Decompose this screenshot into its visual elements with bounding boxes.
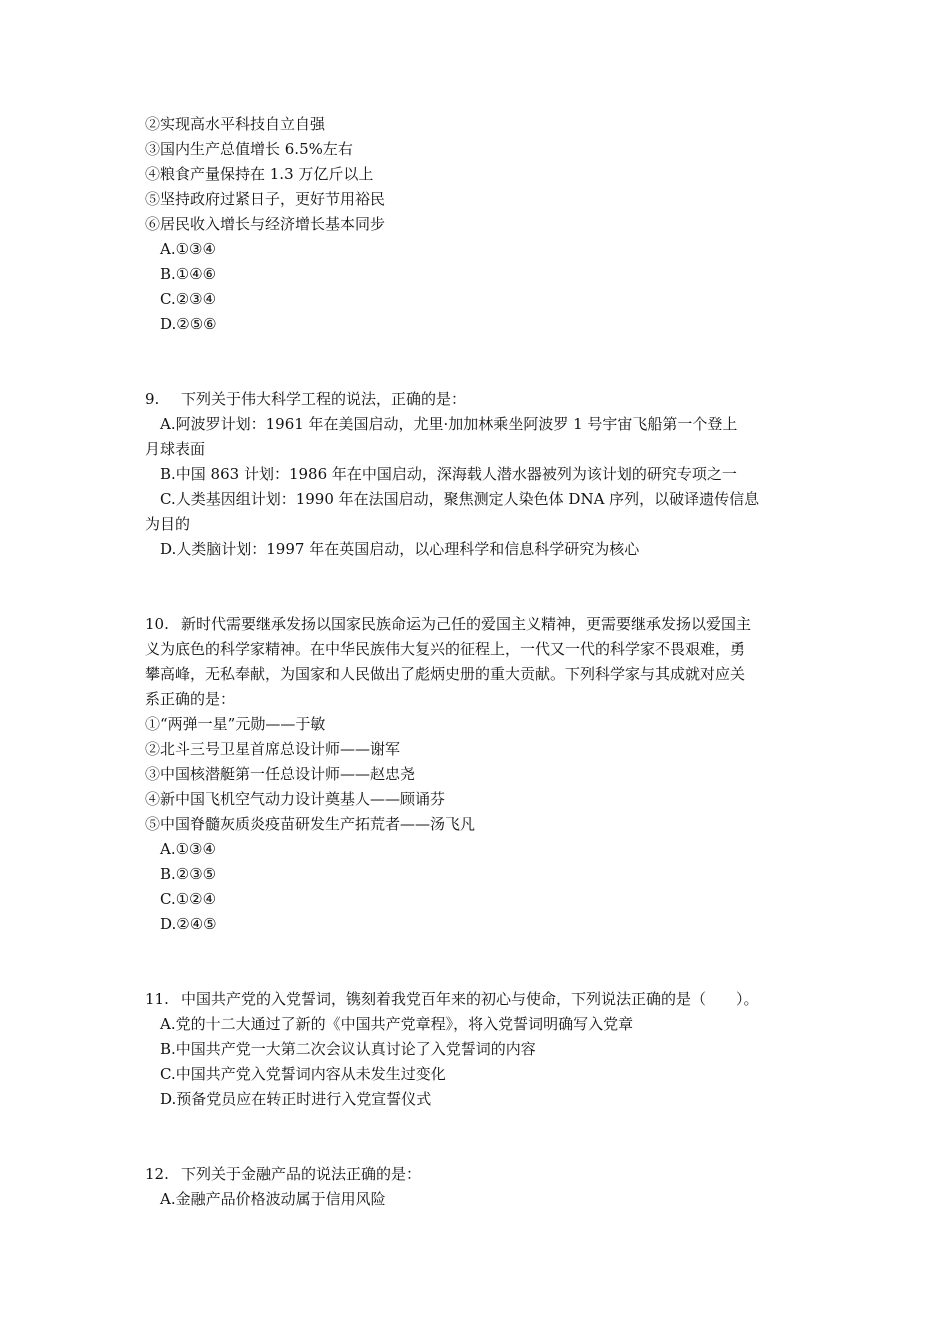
question-item: ⑤坚持政府过紧日子，更好节用裕民: [145, 190, 386, 208]
question-item: ②北斗三号卫星首席总设计师——谢军: [145, 740, 401, 758]
question-9: [145, 387, 815, 562]
question-stem: [145, 1162, 815, 1187]
answer-option-c: C.②③④: [160, 290, 217, 308]
answer-option-b: B.①④⑥: [160, 265, 217, 283]
question-stem-text: 下列关于伟大科学工程的说法，正确的是：: [181, 390, 467, 408]
answer-option-b: B.②③⑤: [160, 865, 217, 883]
answer-option-c-continued: 为目的: [145, 515, 191, 533]
question-stem-text: 中国共产党的入党誓词，镌刻着我党百年来的初心与使命，下列说法正确的是（ ）。: [181, 990, 759, 1008]
question-item: ②实现高水平科技自立自强: [145, 115, 326, 133]
question-stem-continued: 攀高峰，无私奉献，为国家和人民做出了彪炳史册的重大贡献。下列科学家与其成就对应关: [145, 665, 746, 683]
question-item: ⑤中国脊髓灰质炎疫苗研发生产拓荒者——汤飞凡: [145, 815, 476, 833]
answer-option-d: D.②④⑤: [160, 915, 217, 933]
question-stem-text: 下列关于金融产品的说法正确的是：: [181, 1165, 422, 1183]
document-body: [145, 112, 815, 1212]
question-8: [145, 112, 815, 337]
answer-option-a: A.阿波罗计划：1961 年在美国启动，尤里·加加林乘坐阿波罗 1 号宇宙飞船第一个登上: [160, 415, 738, 433]
answer-option-c: C.中国共产党入党誓词内容从未发生过变化: [160, 1065, 446, 1083]
answer-option-b: B.中国 863 计划：1986 年在中国启动，深海载人潜水器被列为该计划的研究专项之一: [160, 465, 737, 483]
question-item: ④新中国飞机空气动力设计奠基人——顾诵芬: [145, 790, 446, 808]
question-item: ①“两弹一星”元勋——于敏: [145, 715, 326, 733]
answer-option-d: D.预备党员应在转正时进行入党宣誓仪式: [160, 1090, 432, 1108]
question-number: 12.: [145, 1165, 169, 1183]
question-number: 9.: [145, 390, 160, 408]
question-stem: [145, 387, 815, 412]
question-stem-continued: 系正确的是：: [145, 690, 236, 708]
question-stem-text: 新时代需要继承发扬以国家民族命运为己任的爱国主义精神，更需要继承发扬以爱国主: [181, 615, 752, 633]
question-10: [145, 612, 815, 937]
question-number: 11.: [145, 990, 169, 1008]
question-stem: [145, 612, 815, 637]
answer-option-d: D.人类脑计划：1997 年在英国启动，以心理科学和信息科学研究为核心: [160, 540, 640, 558]
question-item: ③中国核潜艇第一任总设计师——赵忠尧: [145, 765, 416, 783]
answer-option-a: A.党的十二大通过了新的《中国共产党章程》，将入党誓词明确写入党章: [160, 1015, 634, 1033]
question-item: ③国内生产总值增长 6.5%左右: [145, 140, 353, 158]
question-stem-continued: 义为底色的科学家精神。在中华民族伟大复兴的征程上，一代又一代的科学家不畏艰难，勇: [145, 640, 746, 658]
question-12: [145, 1162, 815, 1212]
answer-option-c: C.①②④: [160, 890, 217, 908]
answer-option-a-continued: 月球表面: [145, 440, 206, 458]
question-number: 10.: [145, 615, 169, 633]
question-stem: [145, 987, 815, 1012]
answer-option-a: A.金融产品价格波动属于信用风险: [160, 1190, 386, 1208]
question-item: ④粮食产量保持在 1.3 万亿斤以上: [145, 165, 374, 183]
question-item: ⑥居民收入增长与经济增长基本同步: [145, 215, 386, 233]
answer-option-a: A.①③④: [160, 840, 216, 858]
answer-option-c: C.人类基因组计划：1990 年在法国启动，聚焦测定人染色体 DNA 序列，以破译遗传信息: [160, 490, 760, 508]
question-11: [145, 987, 815, 1112]
answer-option-b: B.中国共产党一大第二次会议认真讨论了入党誓词的内容: [160, 1040, 536, 1058]
answer-option-a: A.①③④: [160, 240, 216, 258]
answer-option-d: D.②⑤⑥: [160, 315, 217, 333]
